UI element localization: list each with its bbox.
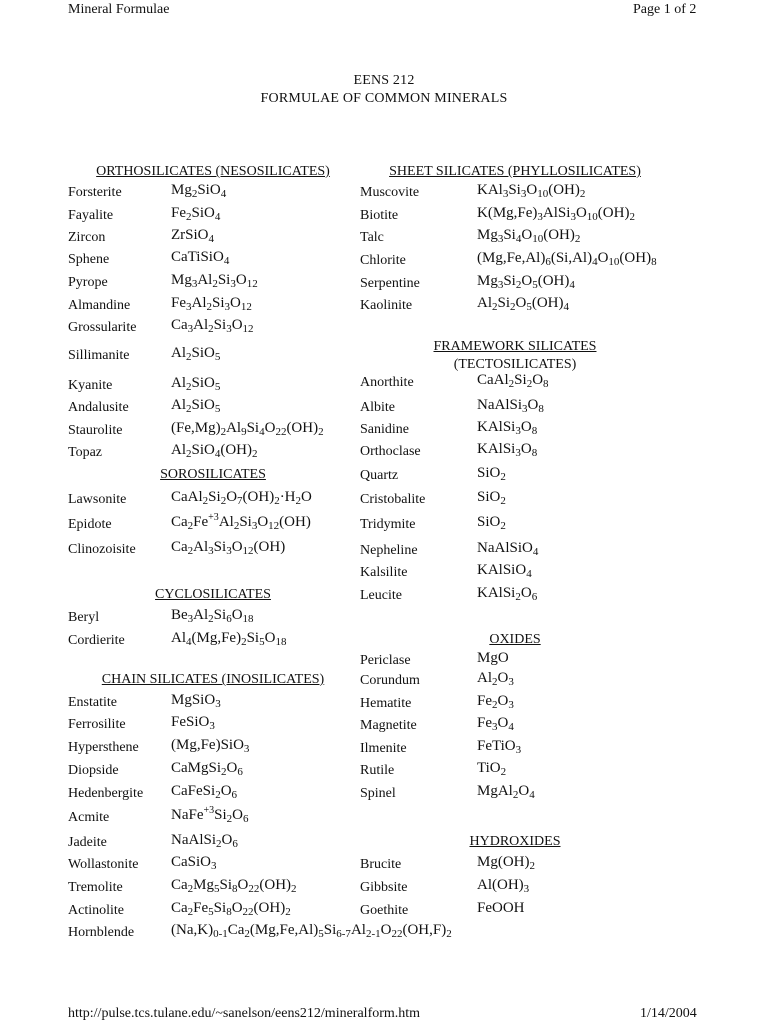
mineral-formula: FeTiO$_3$ — [477, 738, 522, 756]
mineral-name: Corundum — [360, 673, 420, 688]
mineral-name: Lawsonite — [68, 492, 127, 507]
mineral-name: Sphene — [68, 252, 110, 267]
header-title: Mineral Formulae — [68, 2, 170, 17]
section-chain-silicates: CHAIN SILICATES (INOSILICATES) — [101, 672, 325, 687]
mineral-formula: MgSiO$_3$ — [171, 692, 221, 710]
mineral-formula: $Al_2SiO_5$ — [171, 345, 221, 363]
mineral-name: Leucite — [360, 588, 402, 603]
mineral-formula: $Mg_3Si_2O_5(OH)_4$ — [477, 273, 575, 291]
mineral-name: Hornblende — [68, 925, 135, 940]
mineral-formula: $KAl_3Si_3O_{10}(OH)_2$ — [477, 182, 586, 200]
section-cyclosilicates: CYCLOSILICATES — [155, 587, 271, 602]
mineral-formula: $NaAlSi_3O_8$ — [477, 397, 544, 415]
mineral-formula: $KAlSi_3O_8$ — [477, 441, 538, 459]
section-orthosilicates: ORTHOSILICATES (NESOSILICATES) — [96, 164, 330, 179]
mineral-name: Fayalite — [68, 208, 114, 223]
mineral-formula: $MgAl_2O_4$ — [477, 783, 535, 801]
mineral-name: Grossularite — [68, 320, 137, 335]
mineral-name: Enstatite — [68, 695, 117, 710]
mineral-name: Nepheline — [360, 543, 418, 558]
mineral-name: Kyanite — [68, 378, 113, 393]
mineral-formula: $Ca_3Al_2Si_3O_{12}$ — [171, 317, 254, 335]
mineral-name: Rutile — [360, 763, 395, 778]
mineral-formula: $KAlSi_2O_6$ — [477, 585, 538, 603]
mineral-formula: FeSiO$_3$ — [171, 714, 215, 732]
mineral-formula: $Al_2SiO_4(OH)_2$ — [171, 442, 258, 460]
mineral-formula: $Al_2SiO_5$ — [171, 375, 221, 393]
mineral-name: Brucite — [360, 857, 402, 872]
mineral-name: Staurolite — [68, 423, 123, 438]
mineral-formula: $Be_3Al_2Si_6O_{18}$ — [171, 607, 254, 625]
mineral-formula: NaAlSiO$_4$ — [477, 540, 539, 558]
section-oxides: OXIDES — [489, 632, 541, 647]
mineral-name: Magnetite — [360, 718, 417, 733]
mineral-name: Actinolite — [68, 903, 124, 918]
mineral-name: Muscovite — [360, 185, 420, 200]
document-title: FORMULAE OF COMMON MINERALS — [260, 91, 508, 106]
mineral-name: Epidote — [68, 517, 112, 532]
mineral-formula: $Al_4(Mg,Fe)_2Si_5O_{18}$ — [171, 630, 287, 648]
section-hydroxides: HYDROXIDES — [469, 834, 561, 849]
mineral-name: Gibbsite — [360, 880, 408, 895]
mineral-formula: $Fe_2SiO_4$ — [171, 205, 221, 223]
mineral-name: Wollastonite — [68, 857, 139, 872]
mineral-formula: SiO$_2$ — [477, 514, 506, 532]
mineral-formula: $Mg_3Al_2Si_3O_{12}$ — [171, 272, 258, 290]
mineral-name: Beryl — [68, 610, 100, 625]
mineral-name: Andalusite — [68, 400, 129, 415]
mineral-name: Topaz — [68, 445, 103, 460]
mineral-formula: $Ca_2Al_3Si_3O_{12}(OH)$ — [171, 539, 286, 557]
mineral-formula: (Mg,Fe)SiO$_3$ — [171, 737, 250, 755]
mineral-formula: KAlSiO$_4$ — [477, 562, 532, 580]
mineral-name: Chlorite — [360, 253, 406, 268]
footer-url: http://pulse.tcs.tulane.edu/~sanelson/eens212/mineralform.htm — [68, 1006, 421, 1021]
mineral-formula: $CaAl_2Si_2O_7(OH)_2\cdot H_2O$ — [171, 489, 312, 507]
mineral-formula: $KAlSi_3O_8$ — [477, 419, 538, 437]
mineral-name: Kalsilite — [360, 565, 408, 580]
mineral-name: Diopside — [68, 763, 119, 778]
footer-date: 1/14/2004 — [640, 1006, 697, 1021]
section-sheet-silicates: SHEET SILICATES (PHYLLOSILICATES) — [389, 164, 641, 179]
mineral-formula: FeOOH — [477, 900, 525, 916]
mineral-formula: SiO$_2$ — [477, 465, 506, 483]
mineral-name: Hematite — [360, 696, 412, 711]
mineral-name: Tremolite — [68, 880, 123, 895]
mineral-formula: $CaMgSi_2O_6$ — [171, 760, 243, 778]
mineral-name: Orthoclase — [360, 444, 421, 459]
mineral-name: Talc — [360, 230, 384, 245]
mineral-formula: $Al_2Si_2O_5(OH)_4$ — [477, 295, 570, 313]
mineral-formula: TiO$_2$ — [477, 760, 507, 778]
mineral-name: Periclase — [360, 653, 411, 668]
mineral-formula: ZrSiO$_4$ — [171, 227, 214, 245]
mineral-formula: CaTiSiO$_4$ — [171, 249, 230, 267]
mineral-formula: MgO — [477, 650, 509, 666]
mineral-name: Cordierite — [68, 633, 125, 648]
mineral-formula: $Mg_3Si_4O_{10}(OH)_2$ — [477, 227, 581, 245]
mineral-name: Serpentine — [360, 276, 420, 291]
mineral-formula: $Fe_2O_3$ — [477, 693, 514, 711]
mineral-formula: $(Mg,Fe,Al)_6(Si,Al)_4O_{10}(OH)_8$ — [477, 250, 657, 268]
mineral-formula: $Ca_2Fe_5Si_8O_{22}(OH)_2$ — [171, 900, 291, 918]
mineral-name: Sanidine — [360, 422, 409, 437]
mineral-formula: $NaAlSi_2O_6$ — [171, 832, 238, 850]
mineral-name: Cristobalite — [360, 492, 426, 507]
mineral-name: Hypersthene — [68, 740, 139, 755]
mineral-name: Almandine — [68, 298, 131, 313]
mineral-formula: $Mg(OH)_2$ — [477, 854, 535, 872]
mineral-name: Spinel — [360, 786, 396, 801]
mineral-name: Zircon — [68, 230, 106, 245]
section-sorosilicates: SOROSILICATES — [160, 467, 266, 482]
mineral-formula: $Fe_3O_4$ — [477, 715, 514, 733]
mineral-formula: $Al(OH)_3$ — [477, 877, 530, 895]
mineral-name: Pyrope — [68, 275, 108, 290]
mineral-formula: $(Na,K)_{0-1}Ca_2(Mg,Fe,Al)_5Si_{6-7}Al_{2-1}O_{22}(OH,F)_2$ — [171, 922, 452, 940]
mineral-name: Quartz — [360, 468, 399, 483]
mineral-formula: $CaAl_2Si_2O_8$ — [477, 372, 549, 390]
mineral-name: Clinozoisite — [68, 542, 136, 557]
mineral-name: Albite — [360, 400, 395, 415]
mineral-name: Anorthite — [360, 375, 414, 390]
mineral-name: Acmite — [68, 810, 110, 825]
page-number: Page 1 of 2 — [633, 2, 697, 17]
mineral-name: Tridymite — [360, 517, 416, 532]
mineral-formula: $NaFe^{+3}Si_2O_6$ — [171, 805, 249, 825]
course-title: EENS 212 — [353, 73, 415, 88]
mineral-name: Ilmenite — [360, 741, 407, 756]
mineral-formula: $Mg_2SiO_4$ — [171, 182, 227, 200]
mineral-formula: $Al_2SiO_5$ — [171, 397, 221, 415]
mineral-formula: SiO$_2$ — [477, 489, 506, 507]
mineral-name: Forsterite — [68, 185, 122, 200]
mineral-name: Biotite — [360, 208, 399, 223]
section-tectosilicates: (TECTOSILICATES) — [453, 357, 577, 372]
mineral-formula: $Ca_2Mg_5Si_8O_{22}(OH)_2$ — [171, 877, 297, 895]
mineral-name: Goethite — [360, 903, 409, 918]
mineral-formula: $CaFeSi_2O_6$ — [171, 783, 238, 801]
mineral-formula: $(Fe,Mg)_2Al_9Si_4O_{22}(OH)_2$ — [171, 420, 324, 438]
mineral-name: Sillimanite — [68, 348, 130, 363]
mineral-name: Kaolinite — [360, 298, 413, 313]
mineral-formula: CaSiO$_3$ — [171, 854, 217, 872]
mineral-formula: $Al_2O_3$ — [477, 670, 514, 688]
mineral-name: Ferrosilite — [68, 717, 126, 732]
mineral-name: Jadeite — [68, 835, 107, 850]
mineral-formula: $Ca_2Fe^{+3}Al_2Si_3O_{12}(OH)$ — [171, 512, 311, 532]
mineral-formula: $Fe_3Al_2Si_3O_{12}$ — [171, 295, 252, 313]
mineral-formula: $K(Mg,Fe)_3AlSi_3O_{10}(OH)_2$ — [477, 205, 635, 223]
section-framework-silicates: FRAMEWORK SILICATES — [433, 339, 597, 354]
mineral-name: Hedenbergite — [68, 786, 144, 801]
